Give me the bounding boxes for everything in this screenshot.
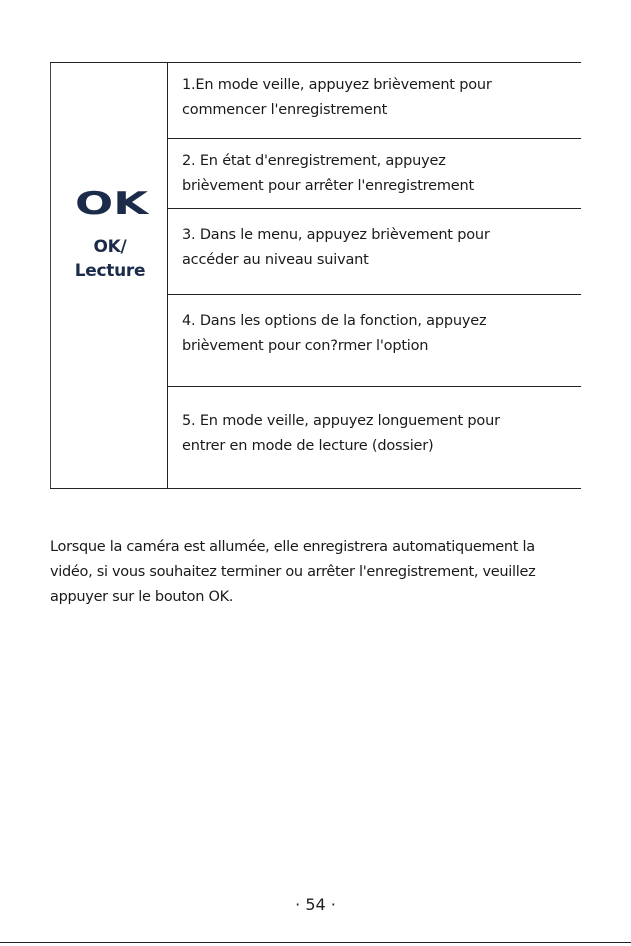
paragraph-line: Lorsque la caméra est allumée, elle enregistrera automatiquement la [50, 539, 535, 555]
paragraph-line: appuyer sur le bouton OK. [50, 589, 234, 605]
key-cell [50, 63, 168, 488]
row-text [182, 73, 571, 123]
function-descriptions [168, 63, 581, 488]
row-line: entrer en mode de lecture (dossier) [182, 438, 434, 454]
key-label-line2: Lecture [74, 261, 146, 281]
row-line: brièvement pour con?rmer l'option [182, 338, 429, 354]
body-paragraph [50, 535, 570, 610]
row-line: brièvement pour arrêter l'enregistrement [182, 178, 474, 194]
paragraph-line: vidéo, si vous souhaitez terminer ou arrêter l'enregistrement, veuillez [50, 564, 536, 580]
row-text [182, 223, 571, 273]
row-line: commencer l'enregistrement [182, 102, 388, 118]
row-text [182, 409, 571, 459]
table-row [168, 139, 581, 209]
ok-button-logo [74, 190, 149, 218]
ok-logo-text: OK [75, 190, 149, 218]
row-line: 3. Dans le menu, appuyez brièvement pour [182, 227, 490, 243]
button-function-table [50, 62, 581, 489]
row-line: 4. Dans les options de la fonction, appuyez [182, 313, 487, 329]
table-row [168, 63, 581, 139]
row-line: accéder au niveau suivant [182, 252, 369, 268]
page-number: · 54 · [295, 895, 336, 914]
table-row [168, 209, 581, 295]
row-line: 1.En mode veille, appuyez brièvement pour [182, 77, 492, 93]
row-text [182, 309, 571, 359]
row-line: 5. En mode veille, appuyez longuement pour [182, 413, 500, 429]
row-text [182, 149, 571, 199]
row-line: 2. En état d'enregistrement, appuyez [182, 153, 446, 169]
table-row [168, 295, 581, 387]
key-label-line1: OK/ [93, 237, 127, 257]
table-row [168, 387, 581, 488]
footer-divider [0, 942, 631, 943]
